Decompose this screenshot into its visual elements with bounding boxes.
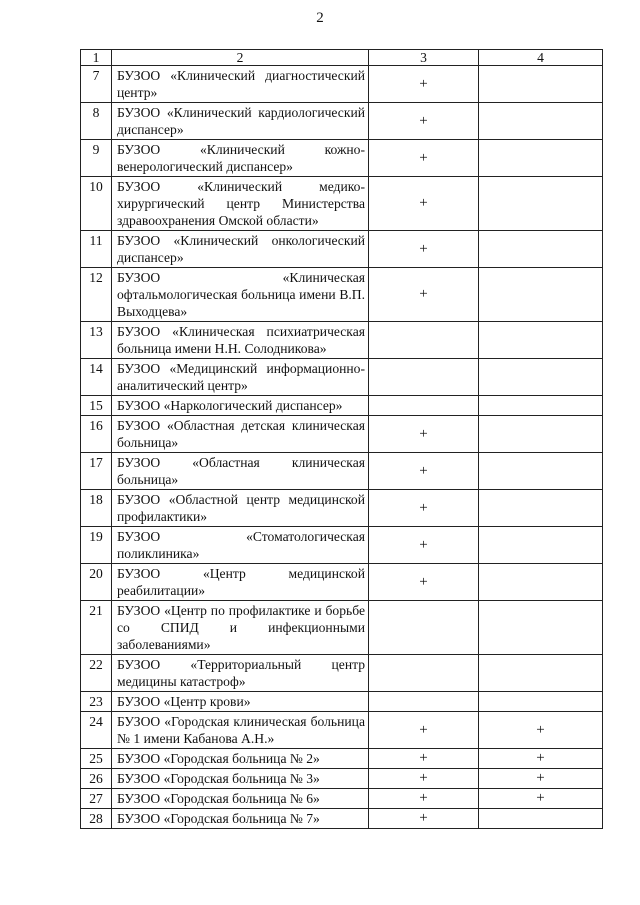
mark-col-3: + bbox=[369, 453, 479, 490]
table-row bbox=[81, 749, 603, 769]
page-number: 2 bbox=[316, 10, 324, 26]
mark-col-4 bbox=[479, 490, 603, 527]
institution-name: БУЗОО «Клиническая офтальмологическая больница имени В.П. Выходцева» bbox=[112, 268, 369, 322]
row-number: 28 bbox=[81, 809, 112, 829]
institutions-table bbox=[80, 49, 603, 829]
mark-col-4 bbox=[479, 416, 603, 453]
mark-col-3: + bbox=[369, 809, 479, 829]
mark-col-3: + bbox=[369, 490, 479, 527]
institution-name: БУЗОО «Городская больница № 3» bbox=[112, 769, 369, 789]
mark-col-4 bbox=[479, 322, 603, 359]
institution-name: БУЗОО «Клинический кожно-венерологический диспансер» bbox=[112, 140, 369, 177]
institution-name: БУЗОО «Городская больница № 2» bbox=[112, 749, 369, 769]
row-number: 16 bbox=[81, 416, 112, 453]
institution-name: БУЗОО «Наркологический диспансер» bbox=[112, 396, 369, 416]
institution-name: БУЗОО «Клинический диагностический центр» bbox=[112, 66, 369, 103]
mark-col-4 bbox=[479, 66, 603, 103]
mark-col-4 bbox=[479, 359, 603, 396]
table-row bbox=[81, 769, 603, 789]
table-row bbox=[81, 231, 603, 268]
mark-col-3: + bbox=[369, 268, 479, 322]
row-number: 21 bbox=[81, 601, 112, 655]
table-row bbox=[81, 789, 603, 809]
institution-name: БУЗОО «Территориальный центр медицины катастроф» bbox=[112, 655, 369, 692]
institution-name: БУЗОО «Центр крови» bbox=[112, 692, 369, 712]
mark-col-4 bbox=[479, 140, 603, 177]
table-header-row bbox=[81, 50, 603, 66]
mark-col-3: + bbox=[369, 231, 479, 268]
institution-name: БУЗОО «Центр по профилактике и борьбе со СПИД и инфекционными заболеваниями» bbox=[112, 601, 369, 655]
mark-col-4: + bbox=[479, 789, 603, 809]
mark-col-4 bbox=[479, 396, 603, 416]
row-number: 11 bbox=[81, 231, 112, 268]
row-number: 17 bbox=[81, 453, 112, 490]
mark-col-3: + bbox=[369, 177, 479, 231]
institution-name: БУЗОО «Областная детская клиническая больница» bbox=[112, 416, 369, 453]
row-number: 9 bbox=[81, 140, 112, 177]
institution-name: БУЗОО «Стоматологическая поликлиника» bbox=[112, 527, 369, 564]
mark-col-4 bbox=[479, 268, 603, 322]
header-col-4: 4 bbox=[479, 50, 603, 66]
table-row bbox=[81, 359, 603, 396]
institution-name: БУЗОО «Центр медицинской реабилитации» bbox=[112, 564, 369, 601]
row-number: 27 bbox=[81, 789, 112, 809]
institution-name: БУЗОО «Областной центр медицинской профилактики» bbox=[112, 490, 369, 527]
mark-col-3: + bbox=[369, 103, 479, 140]
mark-col-4 bbox=[479, 809, 603, 829]
table-row bbox=[81, 396, 603, 416]
header-col-3: 3 bbox=[369, 50, 479, 66]
mark-col-4 bbox=[479, 655, 603, 692]
table-row bbox=[81, 527, 603, 564]
row-number: 14 bbox=[81, 359, 112, 396]
institution-name: БУЗОО «Клиническая психиатрическая больница имени Н.Н. Солодникова» bbox=[112, 322, 369, 359]
table-row bbox=[81, 692, 603, 712]
row-number: 13 bbox=[81, 322, 112, 359]
mark-col-4: + bbox=[479, 769, 603, 789]
mark-col-3 bbox=[369, 601, 479, 655]
row-number: 10 bbox=[81, 177, 112, 231]
table-row bbox=[81, 601, 603, 655]
row-number: 24 bbox=[81, 712, 112, 749]
mark-col-3 bbox=[369, 692, 479, 712]
row-number: 25 bbox=[81, 749, 112, 769]
mark-col-4 bbox=[479, 527, 603, 564]
table-row bbox=[81, 490, 603, 527]
row-number: 26 bbox=[81, 769, 112, 789]
institution-name: БУЗОО «Медицинский информационно-аналитический центр» bbox=[112, 359, 369, 396]
mark-col-4 bbox=[479, 564, 603, 601]
row-number: 15 bbox=[81, 396, 112, 416]
mark-col-3: + bbox=[369, 789, 479, 809]
institution-name: БУЗОО «Городская больница № 7» bbox=[112, 809, 369, 829]
mark-col-3 bbox=[369, 396, 479, 416]
mark-col-4: + bbox=[479, 749, 603, 769]
table-row bbox=[81, 453, 603, 490]
institution-name: БУЗОО «Городская больница № 6» bbox=[112, 789, 369, 809]
mark-col-4: + bbox=[479, 712, 603, 749]
mark-col-4 bbox=[479, 231, 603, 268]
table-row bbox=[81, 140, 603, 177]
institution-name: БУЗОО «Городская клиническая больница № 1 имени Кабанова А.Н.» bbox=[112, 712, 369, 749]
row-number: 20 bbox=[81, 564, 112, 601]
mark-col-3 bbox=[369, 655, 479, 692]
mark-col-4 bbox=[479, 692, 603, 712]
row-number: 7 bbox=[81, 66, 112, 103]
table-row bbox=[81, 655, 603, 692]
table-row bbox=[81, 268, 603, 322]
mark-col-3: + bbox=[369, 66, 479, 103]
mark-col-4 bbox=[479, 177, 603, 231]
mark-col-4 bbox=[479, 103, 603, 140]
mark-col-3: + bbox=[369, 564, 479, 601]
mark-col-4 bbox=[479, 601, 603, 655]
mark-col-3: + bbox=[369, 749, 479, 769]
mark-col-3 bbox=[369, 322, 479, 359]
institution-name: БУЗОО «Клинический медико-хирургический центр Министерства здравоохранения Омской области» bbox=[112, 177, 369, 231]
table-row bbox=[81, 177, 603, 231]
mark-col-3 bbox=[369, 359, 479, 396]
header-col-1: 1 bbox=[81, 50, 112, 66]
row-number: 12 bbox=[81, 268, 112, 322]
mark-col-3: + bbox=[369, 527, 479, 564]
table-row bbox=[81, 564, 603, 601]
mark-col-3: + bbox=[369, 416, 479, 453]
row-number: 22 bbox=[81, 655, 112, 692]
row-number: 19 bbox=[81, 527, 112, 564]
table-row bbox=[81, 809, 603, 829]
mark-col-3: + bbox=[369, 140, 479, 177]
mark-col-3: + bbox=[369, 712, 479, 749]
row-number: 8 bbox=[81, 103, 112, 140]
table-row bbox=[81, 416, 603, 453]
institution-name: БУЗОО «Клинический кардиологический диспансер» bbox=[112, 103, 369, 140]
row-number: 23 bbox=[81, 692, 112, 712]
table-row bbox=[81, 103, 603, 140]
institution-name: БУЗОО «Клинический онкологический диспансер» bbox=[112, 231, 369, 268]
header-col-2: 2 bbox=[112, 50, 369, 66]
table-row bbox=[81, 66, 603, 103]
mark-col-4 bbox=[479, 453, 603, 490]
table-row bbox=[81, 712, 603, 749]
institution-name: БУЗОО «Областная клиническая больница» bbox=[112, 453, 369, 490]
table-row bbox=[81, 322, 603, 359]
mark-col-3: + bbox=[369, 769, 479, 789]
row-number: 18 bbox=[81, 490, 112, 527]
